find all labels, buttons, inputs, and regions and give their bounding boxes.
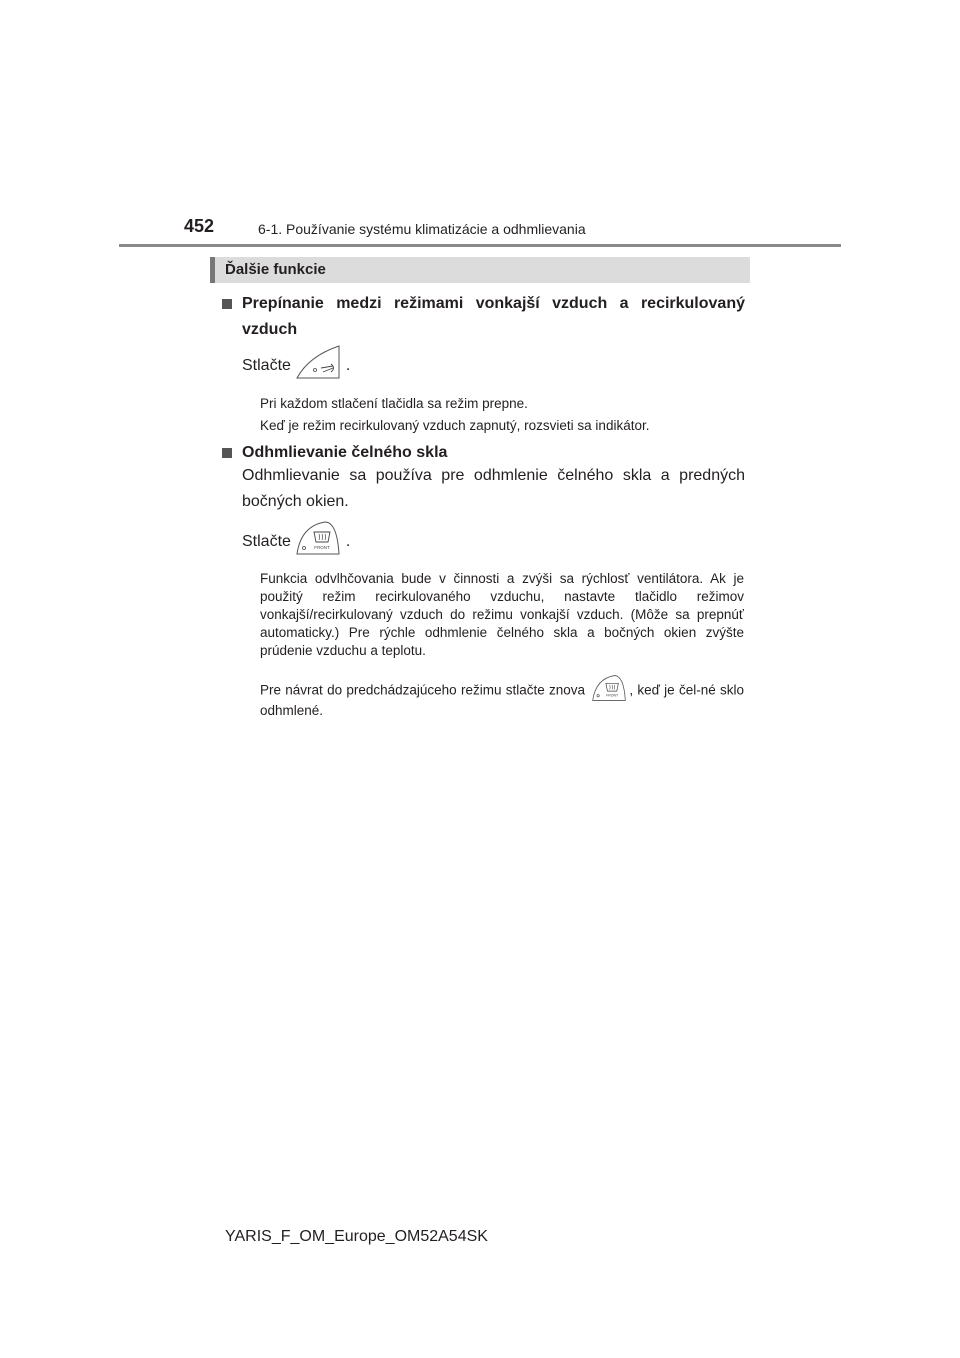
- defog-note-1: Funkcia odvlhčovania bude v činnosti a zvýši sa rýchlosť ventilátora. Ak je použitý režim recirkulovaného vzduchu, nastavte tlačidlo režimov vonkajší/recirkulovaný vzduch do režimu vonkajší vzduch. (Môže sa prepnúť automaticky.) Pre rýchle odhmlenie čelného skla a bočných okien zvýšte prúdenie vzduchu a teplotu.: [260, 571, 744, 658]
- front-icon-label: FRONT: [606, 693, 619, 698]
- defog-intro: Odhmlievanie sa používa pre odhmlenie čelného skla a predných bočných okien.: [242, 467, 745, 510]
- recirc-press-period: .: [345, 357, 351, 375]
- recirc-heading-text: Prepínanie medzi režimami vonkajší vzduch a recirkulovaný vzduch: [242, 295, 745, 338]
- recirc-press-line: [242, 352, 745, 380]
- defog-note-2-after: , keď je čel-né sklo odhmlené.: [260, 682, 744, 718]
- header-divider: [119, 244, 841, 247]
- section-heading-bar: [210, 257, 750, 283]
- front-icon-label: FRONT: [314, 545, 331, 550]
- section-accent: [210, 257, 215, 283]
- section-title: Ďalšie funkcie: [225, 261, 326, 278]
- footer-document-id: YARIS_F_OM_Europe_OM52A54SK: [225, 1228, 488, 1245]
- bullet-square-icon: [222, 299, 232, 309]
- defog-note-2-before: Pre návrat do predchádzajúceho režimu stlačte znova: [260, 682, 586, 698]
- defog-note-2: [260, 680, 744, 720]
- recirc-note-2: Keď je režim recirkulovaný vzduch zapnutý, rozsvieti sa indikátor.: [260, 418, 650, 433]
- recirc-press-label: Stlačte: [242, 357, 291, 375]
- defog-heading-text: Odhmlievanie čelného skla: [242, 444, 448, 461]
- defog-press-line: [242, 528, 745, 556]
- front-defroster-button-icon: [589, 674, 629, 702]
- recirc-note-1: Pri každom stlačení tlačidla sa režim prepne.: [260, 396, 528, 411]
- recirc-heading: [222, 291, 745, 343]
- front-defroster-button-icon: [295, 520, 341, 556]
- defog-press-period: .: [345, 533, 351, 551]
- bullet-square-icon: [222, 448, 232, 458]
- defog-press-label: Stlačte: [242, 533, 291, 551]
- recirculation-button-icon: [295, 344, 341, 380]
- chapter-title: 6-1. Používanie systému klimatizácie a odhmlievania: [258, 221, 586, 237]
- page-number: 452: [184, 216, 215, 236]
